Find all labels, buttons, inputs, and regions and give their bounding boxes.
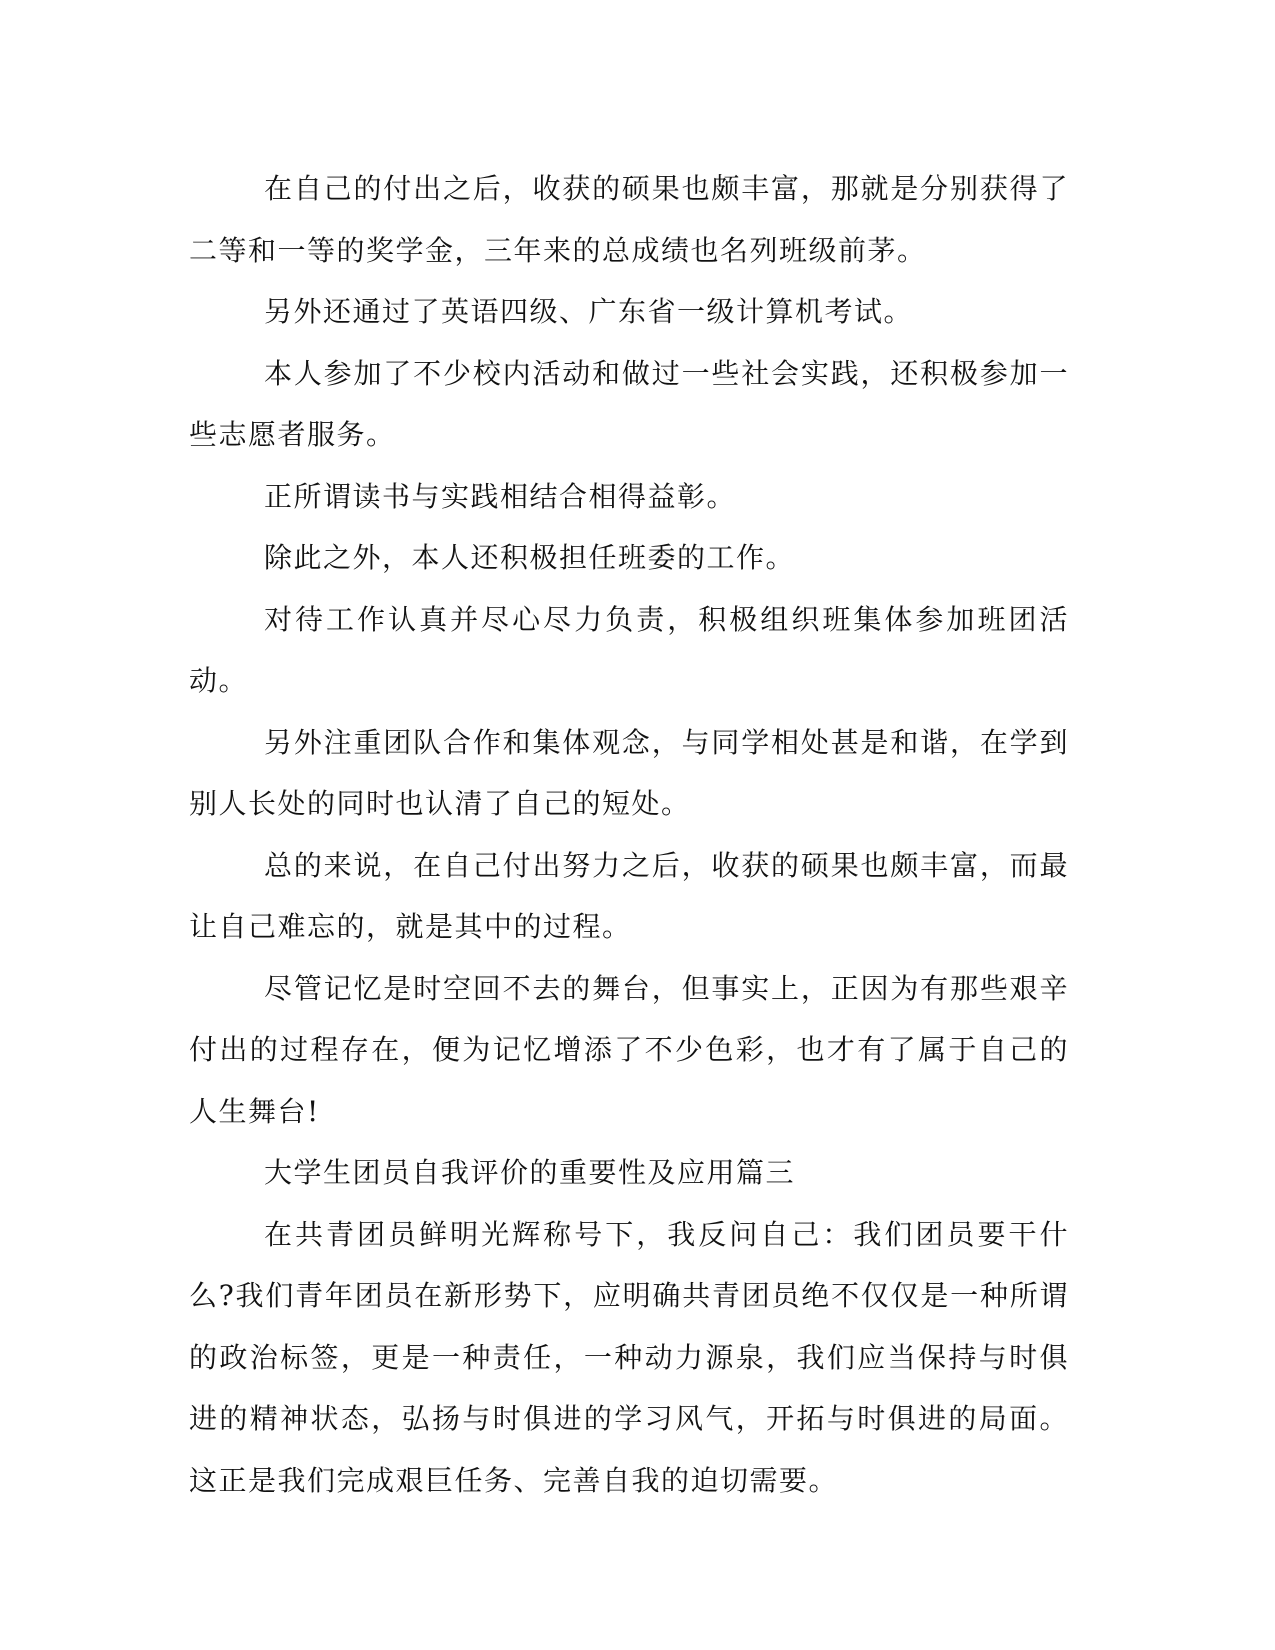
paragraph: 除此之外，本人还积极担任班委的工作。: [264, 541, 796, 574]
section-heading: 大学生团员自我评价的重要性及应用篇三: [264, 1156, 796, 1189]
paragraph: 在自己的付出之后，收获的硕果也颇丰富，那就是分别获得了二等和一等的奖学金，三年来的总成绩也名列班级前茅。: [189, 172, 1069, 267]
paragraph: 另外注重团队合作和集体观念，与同学相处甚是和谐，在学到别人长处的同时也认清了自己的短处。: [189, 725, 1069, 820]
paragraph: 对待工作认真并尽心尽力负责，积极组织班集体参加班团活动。: [189, 602, 1069, 697]
paragraph: 另外还通过了英语四级、广东省一级计算机考试。: [264, 295, 914, 328]
paragraph: 在共青团员鲜明光辉称号下，我反问自己：我们团员要干什么?我们青年团员在新形势下，应明确共青团员绝不仅仅是一种所谓的政治标签，更是一种责任，一种动力源泉，我们应当保持与时俱进的精神状态，弘扬与时俱进的学习风气，开拓与时俱进的局面。这正是我们完成艰巨任务、完善自我的迫切需要。: [189, 1217, 1069, 1497]
paragraph: 正所谓读书与实践相结合相得益彰。: [264, 479, 737, 513]
paragraph: 本人参加了不少校内活动和做过一些社会实践，还积极参加一些志愿者服务。: [189, 356, 1069, 451]
paragraph: 尽管记忆是时空回不去的舞台，但事实上，正因为有那些艰辛付出的过程存在，便为记忆增添了不少色彩，也才有了属于自己的人生舞台!: [189, 971, 1069, 1128]
paragraph: 总的来说，在自己付出努力之后，收获的硕果也颇丰富，而最让自己难忘的，就是其中的过程。: [189, 848, 1069, 943]
document-body: [189, 158, 1069, 1511]
